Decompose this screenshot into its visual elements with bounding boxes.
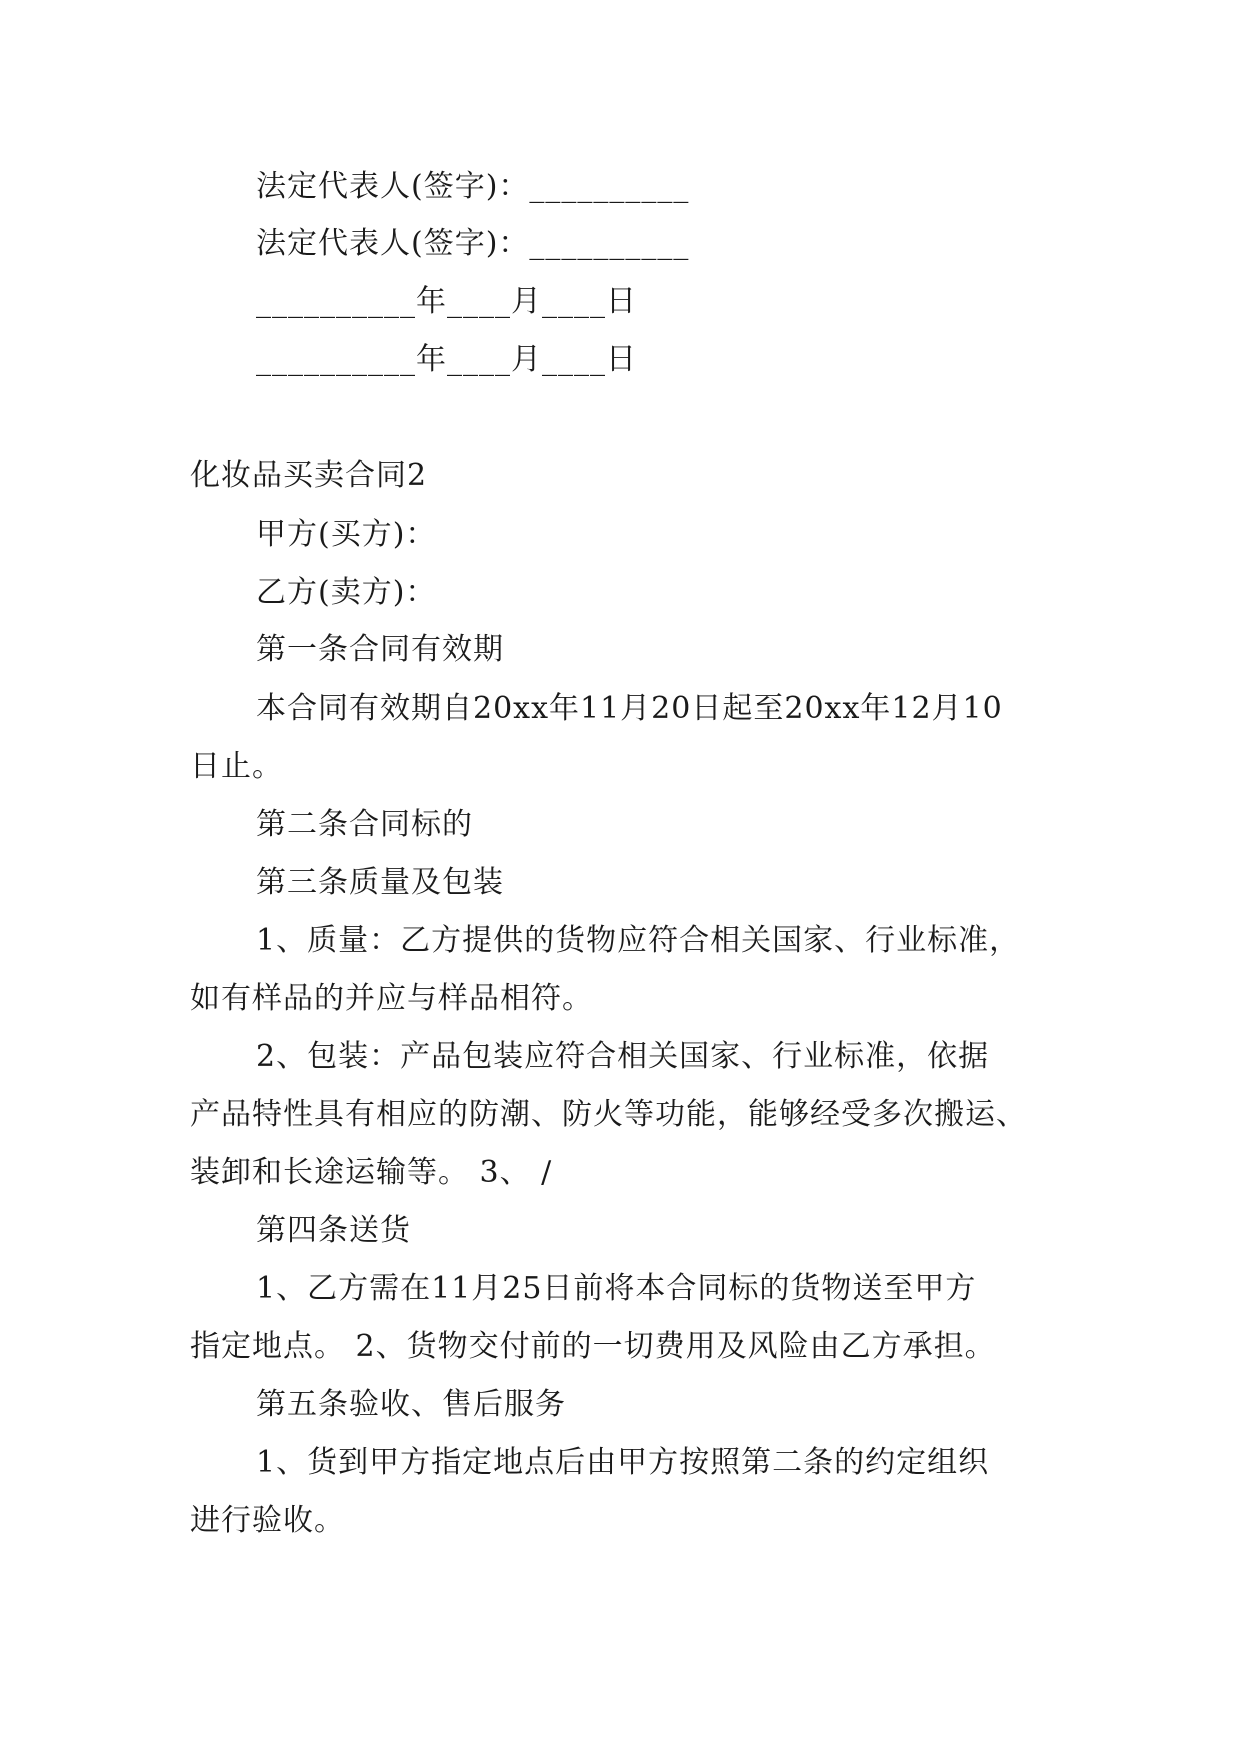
- article-1-heading: 第一条合同有效期: [256, 632, 504, 667]
- article-5-item-1: 1、货到甲方指定地点后由甲方按照第二条的约定组织: [256, 1445, 990, 1480]
- article-4-item-1: 1、乙方需在11月25日前将本合同标的货物送至甲方: [256, 1271, 977, 1306]
- contract-title: 化妆品买卖合同2: [190, 458, 428, 493]
- article-1-body: 本合同有效期自20xx年11月20日起至20xx年12月10: [256, 691, 1003, 726]
- article-3-item-1: 1、质量：乙方提供的货物应符合相关国家、行业标准，: [256, 923, 1021, 958]
- article-5-item-1: 进行验收。: [190, 1503, 345, 1538]
- article-2-heading: 第二条合同标的: [256, 807, 473, 842]
- article-4-heading: 第四条送货: [256, 1213, 411, 1248]
- date-line: __________年____月____日: [256, 342, 637, 377]
- article-3-item-2: 产品特性具有相应的防潮、防火等功能，能够经受多次搬运、: [190, 1097, 1027, 1132]
- party-b-line: 乙方(卖方)：: [256, 575, 437, 610]
- article-3-item-1: 如有样品的并应与样品相符。: [190, 981, 593, 1016]
- article-3-heading: 第三条质量及包装: [256, 865, 504, 900]
- date-line: __________年____月____日: [256, 284, 637, 319]
- legal-rep-signature-line: 法定代表人(签字)：__________: [256, 169, 690, 204]
- article-1-body: 日止。: [190, 749, 283, 784]
- party-a-line: 甲方(买方)：: [256, 517, 437, 552]
- legal-rep-signature-line: 法定代表人(签字)：__________: [256, 226, 690, 261]
- article-5-heading: 第五条验收、售后服务: [256, 1387, 566, 1422]
- article-4-item-1: 指定地点。 2、货物交付前的一切费用及风险由乙方承担。: [190, 1329, 996, 1364]
- article-3-item-2: 2、包装：产品包装应符合相关国家、行业标准，依据: [256, 1039, 990, 1074]
- article-3-item-2: 装卸和长途运输等。 3、 /: [190, 1155, 553, 1190]
